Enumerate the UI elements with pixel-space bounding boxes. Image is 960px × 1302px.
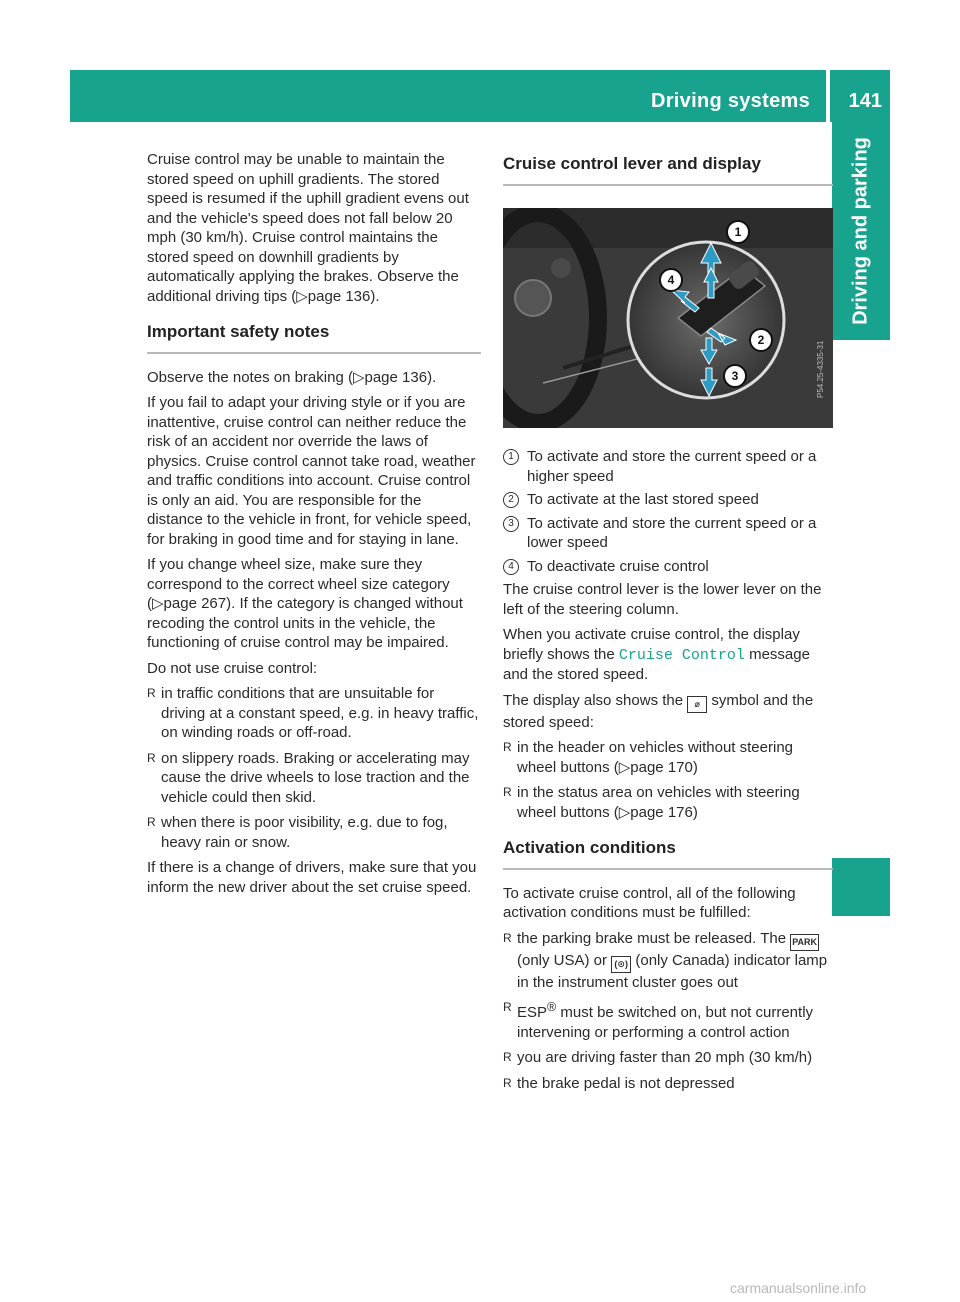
- activation-list: [503, 929, 833, 1094]
- brake-warning-icon: (⊙): [611, 956, 631, 973]
- reference-arrow-icon: ▷: [618, 758, 631, 776]
- list-item: R you are driving faster than 20 mph (30 km/h): [503, 1049, 813, 1066]
- safety-paragraph-3: If you change wheel size, make sure they correspond to the correct wheel size category (▷page 267). If the category is changed without recoding the control units in the vehicle, the functioning of cruise control may be impaired.: [147, 556, 463, 651]
- page-reference-link[interactable]: page 170: [630, 758, 693, 776]
- lever-paragraph-1: The cruise control lever is the lower lever on the left of the steering column.: [503, 581, 822, 618]
- do-not-use-list: [147, 684, 481, 852]
- legend-item: 4 To deactivate cruise control: [503, 557, 833, 577]
- legend-item: 2 To activate at the last stored speed: [503, 490, 833, 510]
- speedometer: [515, 280, 551, 316]
- list-item: R ESP® must be switched on, but not currently intervening or performing a control action: [503, 1000, 814, 1041]
- bullet-icon: R: [147, 686, 156, 700]
- bullet-icon: R: [503, 930, 512, 945]
- safety-paragraph-1: Observe the notes on braking (▷page 136).: [147, 368, 437, 386]
- page-number: 141: [848, 90, 882, 112]
- bullet-icon: R: [503, 1000, 512, 1014]
- bullet-icon: R: [147, 750, 156, 765]
- chapter-tab-label: Driving and parking: [849, 137, 872, 325]
- bullet-icon: R: [503, 1050, 512, 1064]
- activation-intro: To activate cruise control, all of the following activation conditions must be fulfilled:: [503, 884, 796, 921]
- page-reference-link[interactable]: page 136: [364, 368, 428, 386]
- page-reference-link[interactable]: page 176: [630, 803, 693, 821]
- left-column: [147, 150, 481, 903]
- page-reference-link[interactable]: page 267: [163, 595, 227, 612]
- list-item: R the parking brake must be released. The PARK (only USA) or (⊙) (only Canada) indicator lamp in the instrument cluster goes out: [503, 929, 828, 991]
- list-item: R in the header on vehicles without steering wheel buttons (▷page 170): [503, 739, 794, 776]
- reference-arrow-icon: ▷: [296, 287, 308, 305]
- chapter-marker: [832, 858, 890, 916]
- safety-paragraph-2: If you fail to adapt your driving style or if you are inattentive, cruise control can neither reduce the risk of an accident nor override the laws of physics. Cruise control cannot take road, weather and traffic conditions into account. Cruise control is only an aid. You are responsible for the distance to the vehicle in front, for vehicle speed, for braking in good time and for staying in lane.: [147, 394, 476, 548]
- display-location-list: [503, 738, 833, 822]
- display-message: Cruise Control: [618, 646, 745, 664]
- bullet-icon: R: [503, 740, 512, 754]
- heading-safety-notes: Important safety notes: [147, 322, 481, 354]
- reference-arrow-icon: ▷: [352, 368, 365, 386]
- figure-code: P54.25-4335-31: [816, 340, 825, 398]
- page-reference-link[interactable]: page 136: [307, 287, 371, 305]
- cruise-control-symbol-icon: ⌀: [687, 696, 707, 713]
- list-item: R in the status area on vehicles with steering wheel buttons (▷page 176): [503, 784, 800, 821]
- callout-1-label: 1: [734, 224, 742, 239]
- intro-paragraph: Cruise control may be unable to maintain the stored speed on uphill gradients. The stored speed is resumed if the uphill gradient evens out and the vehicle's speed does not fall below 20 mph (30 km/h). Cruise control maintains the stored speed on downhill gradients by automatically applying the brakes. Observe the additional driving tips (▷page 136).: [147, 151, 469, 305]
- reference-arrow-icon: ▷: [618, 803, 631, 821]
- callout-3-label: 3: [731, 368, 739, 383]
- lever-paragraph-3: The display also shows the ⌀ symbol and the stored speed:: [503, 691, 814, 731]
- header-divider: [826, 70, 830, 122]
- legend-item: 3 To activate and store the current speed or a lower speed: [503, 514, 833, 553]
- header-bar: [70, 70, 890, 122]
- drivers-change-paragraph: If there is a change of drivers, make sure that you inform the new driver about the set cruise speed.: [147, 859, 477, 896]
- reference-arrow-icon: ▷: [152, 595, 164, 612]
- list-item: R the brake pedal is not depressed: [503, 1074, 735, 1092]
- bullet-icon: R: [503, 785, 512, 799]
- right-column: [503, 150, 833, 1099]
- park-brake-icon: PARK: [790, 934, 819, 951]
- figure-legend: [503, 447, 833, 576]
- bullet-icon: R: [147, 815, 156, 829]
- watermark: carmanualsonline.info: [730, 1280, 867, 1296]
- lever-paragraph-2: When you activate cruise control, the display briefly shows the Cruise Control message and the stored speed.: [503, 626, 810, 683]
- section-title: Driving systems: [650, 90, 810, 112]
- heading-lever-display: Cruise control lever and display: [503, 154, 833, 186]
- callout-2-label: 2: [757, 332, 765, 347]
- heading-activation-conditions: Activation conditions: [503, 838, 833, 870]
- list-item: R in traffic conditions that are unsuitable for driving at a constant speed, e.g. in heavy traffic, on winding roads or off-road.: [147, 685, 479, 741]
- do-not-use-heading: Do not use cruise control:: [147, 659, 318, 677]
- callout-4-label: 4: [667, 272, 675, 287]
- list-item: R when there is poor visibility, e.g. due to fog, heavy rain or snow.: [147, 814, 448, 851]
- legend-item: 1 To activate and store the current speed or a higher speed: [503, 447, 833, 486]
- cruise-control-lever-figure: [503, 208, 833, 428]
- bullet-icon: R: [503, 1075, 512, 1090]
- list-item: R on slippery roads. Braking or accelerating may cause the drive wheels to lose traction and the vehicle could then skid.: [147, 749, 470, 806]
